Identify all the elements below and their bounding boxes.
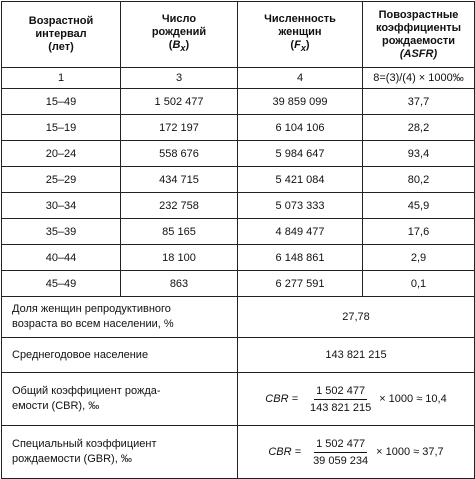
cbr-denominator: 143 821 215 (310, 401, 372, 414)
women-cell: 6 104 106 (238, 115, 363, 141)
header-asfr-line1: Повозрастные (378, 8, 459, 21)
asfr-cell: 28,2 (363, 115, 475, 141)
table-row (2, 219, 475, 245)
header-births-sub: x (180, 43, 186, 54)
women-cell: 5 421 084 (238, 167, 363, 193)
age-cell: 45–49 (2, 271, 121, 297)
births-cell: 232 758 (121, 193, 238, 219)
births-cell: 558 676 (121, 141, 238, 167)
header-women-line2: женщин (278, 26, 322, 39)
gbr-formula-lhs: CBR = (268, 446, 302, 458)
cbr-label-line1: Общий коэффициент рожда- (12, 385, 161, 397)
cbr-formula-lhs: CBR = (265, 393, 299, 405)
summary-row-population (2, 338, 475, 373)
header-women: Численность женщин $(F_x)$ (238, 2, 363, 68)
asfr-cell: 2,9 (363, 245, 475, 271)
share-label (2, 297, 238, 338)
cbr-numerator: 1 502 477 (314, 385, 367, 400)
age-cell: 40–44 (2, 245, 121, 271)
header-age-line2: интервал (35, 28, 87, 40)
cbr-fraction (308, 385, 373, 414)
gbr-label-line2: рождаемости (GBR), ‰ (12, 453, 132, 465)
header-asfr-line3: рождаемости (382, 34, 455, 47)
asfr-cell: 17,6 (363, 219, 475, 245)
header-age-line3: (лет) (48, 41, 74, 53)
gbr-formula (268, 438, 443, 467)
age-cell: 35–39 (2, 219, 121, 245)
header-age-interval (2, 2, 121, 68)
table-row (2, 115, 475, 141)
gbr-fraction (311, 438, 370, 467)
age-cell: 15–19 (2, 115, 121, 141)
cbr-label (2, 373, 238, 426)
births-cell: 863 (121, 271, 238, 297)
header-age-line1: Возрастной (28, 15, 94, 27)
asfr-cell: 93,4 (363, 141, 475, 167)
births-cell: 18 100 (121, 245, 238, 271)
share-label-line1: Доля женщин репродуктивного (12, 303, 171, 315)
gbr-label-line1: Специальный коэффициент (12, 438, 157, 450)
births-cell: 172 197 (121, 115, 238, 141)
women-cell: 39 859 099 (238, 89, 363, 115)
age-cell: 20–24 (2, 141, 121, 167)
header-asfr-line2: коэффициенты (375, 21, 462, 34)
age-cell: 25–29 (2, 167, 121, 193)
table-row (2, 271, 475, 297)
births-cell: 434 715 (121, 167, 238, 193)
column-number: 4 (238, 68, 363, 89)
cbr-formula-cell (238, 373, 475, 426)
fertility-table (1, 1, 475, 479)
column-numbering-row (2, 68, 475, 89)
asfr-cell: 45,9 (363, 193, 475, 219)
summary-row-cbr (2, 373, 475, 426)
cbr-formula-result: × 1000 ≈ 10,4 (379, 393, 447, 405)
header-women-line1: Численность (264, 13, 336, 26)
column-number: 3 (121, 68, 238, 89)
gbr-numerator: 1 502 477 (314, 438, 367, 453)
women-cell: 4 849 477 (238, 219, 363, 245)
women-cell: 6 277 591 (238, 271, 363, 297)
asfr-cell: 37,7 (363, 89, 475, 115)
births-cell: 1 502 477 (121, 89, 238, 115)
share-value: 27,78 (238, 297, 475, 338)
women-cell: 5 073 333 (238, 193, 363, 219)
header-women-sub: x (300, 43, 306, 54)
table-row (2, 193, 475, 219)
gbr-formula-result: × 1000 ≈ 37,7 (376, 446, 444, 458)
age-cell: 30–34 (2, 193, 121, 219)
header-births: Число рождений $(B_x)$ (121, 2, 238, 68)
column-number: 8=(3)/(4) × 1000‰ (363, 68, 475, 89)
summary-row-share (2, 297, 475, 338)
table-row (2, 245, 475, 271)
women-cell: 5 984 647 (238, 141, 363, 167)
header-asfr (363, 2, 475, 68)
gbr-denominator: 39 059 234 (313, 454, 369, 467)
header-row (2, 2, 475, 68)
births-cell: 85 165 (121, 219, 238, 245)
header-births-var: B (172, 39, 181, 52)
header-births-line1: Число (161, 13, 197, 26)
share-label-line2: возраста во всем населении, % (12, 318, 174, 330)
asfr-cell: 80,2 (363, 167, 475, 193)
age-cell: 15–49 (2, 89, 121, 115)
header-births-line2: рождений (151, 26, 207, 39)
table-row (2, 167, 475, 193)
gbr-formula-cell (238, 426, 475, 479)
gbr-label (2, 426, 238, 479)
cbr-label-line2: емости (CBR), ‰ (12, 400, 100, 412)
header-women-var: F (294, 39, 301, 52)
asfr-cell: 0,1 (363, 271, 475, 297)
population-label: Среднегодовое население (2, 338, 238, 373)
cbr-formula (265, 385, 446, 414)
summary-row-gbr (2, 426, 475, 479)
header-asfr-line4: (ASFR) (399, 47, 438, 60)
table-row (2, 141, 475, 167)
column-number: 1 (2, 68, 121, 89)
table-row (2, 89, 475, 115)
women-cell: 6 148 861 (238, 245, 363, 271)
population-value: 143 821 215 (238, 338, 475, 373)
